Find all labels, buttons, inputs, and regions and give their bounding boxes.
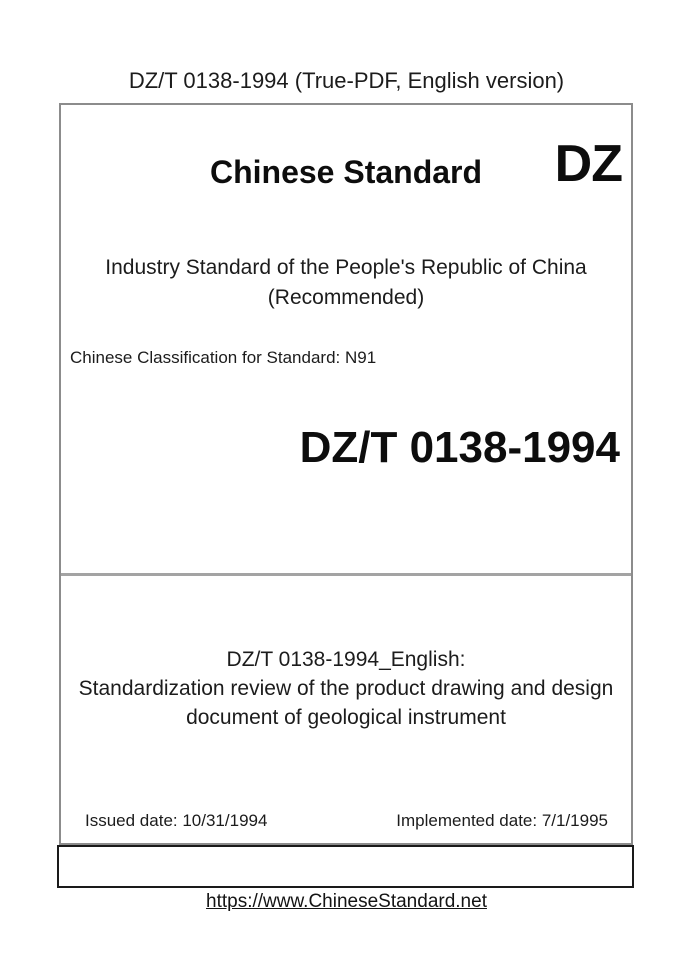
brand-title: Chinese Standard xyxy=(209,154,483,190)
standard-type-line-2: (Recommended) xyxy=(267,286,425,309)
issued-date: Issued date: 10/31/1994 xyxy=(85,811,268,830)
standard-title-line-1: DZ/T 0138-1994_English: xyxy=(226,648,466,671)
classification-label: Chinese Classification for Standard: N91 xyxy=(70,348,377,367)
document-header-title: DZ/T 0138-1994 (True-PDF, English version) xyxy=(128,68,565,93)
section-divider xyxy=(61,573,631,576)
standard-number: DZ/T 0138-1994 xyxy=(299,423,620,472)
footer-link[interactable]: https://www.ChineseStandard.net xyxy=(206,891,487,912)
empty-notes-box xyxy=(57,845,634,888)
standard-title-line-2: Standardization review of the product drawing and design xyxy=(78,677,614,700)
standard-type-line-1: Industry Standard of the People's Republic of China xyxy=(105,256,587,279)
cover-border-box xyxy=(59,103,633,845)
standard-type-block xyxy=(61,253,631,313)
dates-row xyxy=(61,810,631,831)
standard-title-line-3: document of geological instrument xyxy=(186,706,506,729)
implemented-date: Implemented date: 7/1/1995 xyxy=(396,811,608,830)
brand-code-logo: DZ xyxy=(554,135,622,193)
standard-title-block xyxy=(61,645,631,732)
